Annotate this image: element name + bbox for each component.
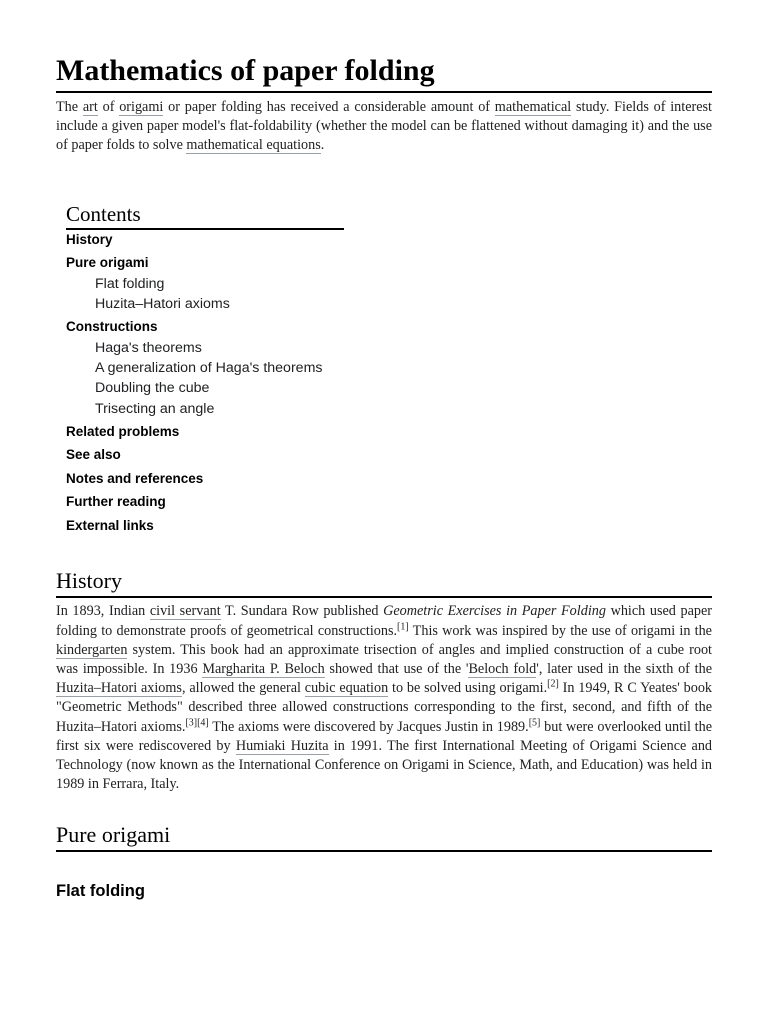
toc-link[interactable]: Notes and references	[66, 470, 204, 486]
citation-2[interactable]: [2]	[547, 678, 559, 690]
toc-subitem	[95, 358, 712, 378]
link-kindergarten[interactable]: kindergarten	[56, 641, 128, 658]
subsection-heading-flat-folding: Flat folding	[56, 882, 145, 901]
toc-link[interactable]: Pure origami	[66, 255, 149, 271]
history-text: in 1991. The first International Meeting of Origami Science and Technology (now known as the International Conference on Origami in Science, Math, and Education) was held in 1989 in Ferrara, Italy.	[56, 737, 713, 793]
citation-5[interactable]: [5]	[528, 716, 541, 728]
intro-text: .	[320, 137, 325, 154]
toc-link[interactable]: Further reading	[66, 494, 166, 510]
link-humiaki-huzita[interactable]: Humiaki Huzita	[235, 737, 329, 754]
toc-link[interactable]: Related problems	[66, 423, 180, 439]
toc-sublink[interactable]: A generalization of Haga's theorems	[95, 360, 323, 376]
toc-subitem	[95, 338, 712, 358]
history-text: , allowed the general	[181, 680, 305, 697]
history-text: ', later used in the sixth of the	[536, 661, 712, 677]
link-mathematical-equations[interactable]: mathematical equations	[186, 137, 321, 154]
link-cubic-equation[interactable]: cubic equation	[304, 680, 389, 697]
intro-paragraph	[56, 98, 712, 156]
toc-sublink[interactable]: Doubling the cube	[95, 380, 210, 397]
toc-link[interactable]: See also	[66, 447, 121, 463]
link-origami[interactable]: origami	[119, 99, 164, 115]
toc-link[interactable]: History	[66, 231, 113, 247]
history-text: system. This book had an approximate trisection of angles and implied construction of a cube root was impossible. In 1936	[56, 641, 712, 677]
section-heading-pure-origami: Pure origami	[56, 821, 712, 852]
history-text: This work was inspired by the use of origami in the	[408, 622, 712, 639]
toc-item	[66, 253, 712, 314]
history-text: to be solved using origami.	[388, 680, 548, 697]
toc-sublink[interactable]: Haga's theorems	[95, 339, 202, 356]
toc-item	[66, 469, 712, 490]
toc-item	[66, 230, 712, 251]
toc-title: Contents	[66, 201, 344, 230]
history-text: In 1949, R C Yeates' book "Geometric Methods" described three allowed constructions corresponding to the first, second, and fifth of the Huzita–Hatori axioms.	[56, 680, 713, 735]
history-text: The axioms were discovered by Jacques Justin in 1989.	[208, 718, 529, 735]
toc-item	[66, 445, 712, 466]
toc-sublist	[66, 338, 712, 419]
toc-item	[66, 317, 712, 419]
toc-subitem	[95, 294, 712, 314]
toc-subitem	[95, 399, 712, 419]
history-paragraph	[56, 602, 712, 794]
toc-link[interactable]: Constructions	[66, 319, 158, 335]
toc-sublink[interactable]: Flat folding	[95, 275, 165, 292]
toc-item	[66, 422, 712, 443]
toc-subitem	[95, 274, 712, 294]
toc-subitem	[95, 378, 712, 398]
page-title: Mathematics of paper folding	[56, 52, 712, 93]
link-margharita-beloch[interactable]: Margharita P. Beloch	[202, 661, 325, 677]
toc-sublink[interactable]: Trisecting an angle	[95, 400, 215, 417]
history-text: In 1893, Indian	[56, 603, 150, 620]
intro-text: of	[97, 99, 120, 115]
citation-1[interactable]: [1]	[397, 620, 409, 632]
history-text: T. Sundara Row published	[220, 603, 384, 620]
table-of-contents	[66, 201, 712, 537]
toc-list	[66, 230, 712, 537]
section-heading-history: History	[56, 567, 712, 598]
article	[56, 52, 712, 902]
link-civil-servant[interactable]: civil servant	[149, 603, 221, 620]
toc-sublink[interactable]: Huzita–Hatori axioms	[95, 295, 230, 312]
intro-text: or paper folding has received a considerable amount of	[163, 99, 495, 115]
intro-text: study. Fields of interest include a given paper model's flat-foldability (whether the model can be flattened without damaging it) and the use of paper folds to solve	[56, 99, 712, 154]
link-mathematical[interactable]: mathematical	[494, 99, 572, 115]
toc-link[interactable]: External links	[66, 517, 154, 533]
citation-3-4[interactable]: [3][4]	[185, 716, 209, 728]
intro-text: The	[56, 99, 83, 115]
link-art[interactable]: art	[82, 99, 98, 115]
history-text: but were overlooked until the first six were rediscovered by	[56, 718, 712, 754]
toc-item	[66, 492, 712, 513]
toc-sublist	[66, 274, 712, 315]
link-huzita-hatori-axioms[interactable]: Huzita–Hatori axioms	[56, 680, 182, 697]
history-text: showed that use of the '	[324, 661, 469, 677]
book-title: Geometric Exercises in Paper Folding	[383, 603, 606, 620]
toc-item	[66, 516, 712, 537]
history-text: which used paper folding to demonstrate proofs of geometrical constructions.	[56, 603, 712, 639]
link-beloch-fold[interactable]: Beloch fold	[468, 661, 537, 677]
